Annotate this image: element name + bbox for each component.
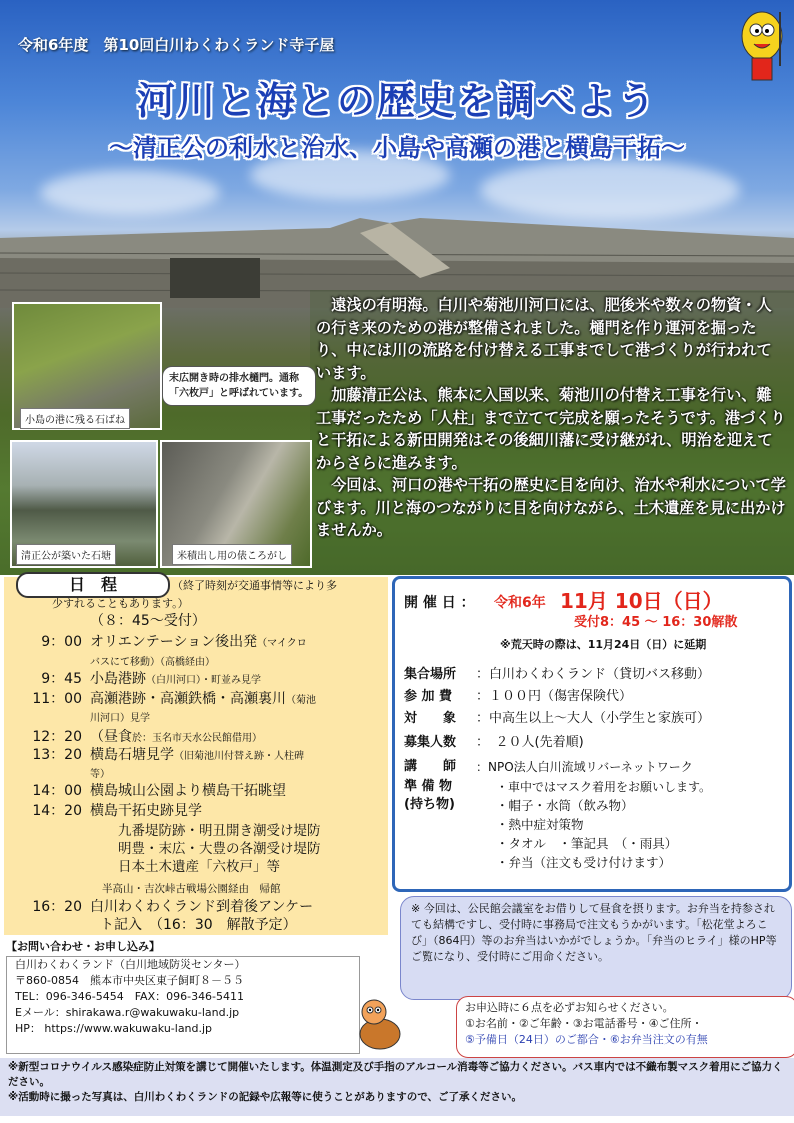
application-note <box>456 996 794 1058</box>
schedule-subline: ト記入 （16：30 解散予定） <box>100 917 297 933</box>
footer-notes <box>0 1058 794 1116</box>
item-line: ・弁当（注文も受け付けます） <box>496 855 672 870</box>
date-label: 開 催 日 ： <box>404 595 475 611</box>
intro-paragraph: 遠浅の有明海。白川や菊池川河口には、肥後米や数々の物資・人の行き来のための港が整備されました。樋門を作り運河を掘ったり、中には川の流路を付け替える工事までして港づくりが行われています。 <box>316 296 772 382</box>
reception-time: 受付8：45 ～ 16：30解散 <box>574 615 738 630</box>
lunch-note: ※ 今回は、公民館会議室をお借りして昼食を摂ります。お弁当を持参されても結構ですし、受付時に事務局で注文もうかがいます。「松花堂よろこび」（864円）等のお弁当はいかがでしょうか。「弁当のヒライ」様のHP等ご覧になり、受付時にご用命ください。 <box>400 896 792 1000</box>
place-label: 集合場所 <box>404 667 457 682</box>
cloud <box>480 160 740 220</box>
schedule-subline: 明豊・末広・大豊の各潮受け堤防 <box>118 841 321 857</box>
schedule-row: 等） <box>90 769 110 780</box>
footer-line: ※活動時に撮った写真は、白川わくわくランドの記録や広報等に使うことがありますので、ご了承ください。 <box>8 1091 522 1103</box>
place-value: ：白川わくわくランド（貸切バス移動） <box>476 667 711 682</box>
intro-paragraph: 今回は、河口の港や干拓の歴史に目を向け、治水や利水について学びます。川と海のつながりに目を向けながら、土木遺産を見に出かけませんか。 <box>316 476 786 539</box>
item-line: ・帽子・水筒（飲み物） <box>496 798 634 813</box>
contact-box <box>6 956 360 1054</box>
contact-name: 白川わくわくランド（白川地域防災センター） <box>15 958 246 971</box>
photo-caption-korogashi: 米積出し用の俵ころがし <box>172 544 292 565</box>
rain-note: ※荒天時の際は、11月24日（日）に延期 <box>500 638 707 651</box>
schedule-row: 14：00 横島城山公園より横島干拓眺望 <box>32 783 286 799</box>
schedule-row: バスにて移動）（高橋経由） <box>90 657 215 668</box>
schedule-heading: 日 程 <box>16 572 170 598</box>
schedule-row: 14：20 横島干拓史跡見学 <box>32 803 202 819</box>
schedule-return-line: 半高山・吉次峠古戦場公園経由 帰館 <box>102 883 281 895</box>
contact-email: Eメール：shirakawa.r@wakuwaku-land.jp <box>15 1006 240 1019</box>
date-era: 令和6年 <box>494 595 546 611</box>
apply-line: ⑤予備日（24日）のご都合・⑥お弁当注文の有無 <box>465 1033 708 1046</box>
contact-tel: TEL：096-346-5454 FAX：096-346-5411 <box>15 990 245 1003</box>
date-value: 11月 10日（日） <box>560 589 723 613</box>
schedule-row: 12：20 （昼食於：玉名市天水公民館借用） <box>32 729 262 745</box>
schedule-subline: 日本土木遺産「六枚戸」等 <box>118 859 280 875</box>
schedule-note: 少すれることもあります。） <box>52 597 189 610</box>
schedule-note: （終了時刻が交通事情等により多 <box>172 579 337 592</box>
schedule-subline: 九番堤防跡・明丑開き潮受け堤防 <box>118 823 321 839</box>
intro-text <box>316 294 786 542</box>
turtle-mascot-icon <box>350 994 410 1054</box>
series-label: 令和6年度 第10回白川わくわくランド寺子屋 <box>18 36 335 54</box>
schedule-row: 9：00 オリエンテーション後出発（マイクロ <box>41 634 307 650</box>
photo-caption-kojima: 小島の港に残る石ばね <box>20 408 130 429</box>
footer-line: ※新型コロナウイルス感染症防止対策を講じて開催いたします。体温測定及び手指のアルコール消毒等ご協力ください。バス車内では不織布製マスク着用にご協力ください。 <box>8 1061 783 1088</box>
schedule-row: 川河口）見学 <box>90 713 150 724</box>
lecturer-value: ：NPO法人白川流域リバーネットワーク <box>476 760 693 774</box>
items-label-sub: (持ち物) <box>404 797 455 812</box>
schedule-row: 11：00 高瀬港跡・高瀬鉄橋・高瀬裏川（菊池 <box>32 691 316 707</box>
mascot-icon <box>736 6 788 86</box>
item-line: ・車中ではマスク着用をお願いします。 <box>496 780 712 794</box>
lecturer-label: 講 師 <box>404 759 457 774</box>
apply-line: お申込時に６点を必ずお知らせください。 <box>465 1001 674 1014</box>
item-line: ・熱中症対策物 <box>496 817 584 832</box>
item-line: ・タオル ・筆記具 （・雨具） <box>496 836 678 851</box>
contact-address: 〒860-0854 熊本市中央区東子飼町８－５５ <box>15 974 244 987</box>
intro-paragraph: 加藤清正公は、熊本に入国以来、菊池川の付替え工事を行い、難工事だったため「人柱」まで立てて完成を願ったそうです。港づくりと干拓による新田開発はその後細川藩に受け継がれ、明治を迎えてからさらに進みます。 <box>316 386 786 472</box>
target-label: 対 象 <box>404 711 457 726</box>
contact-heading: 【お問い合わせ・お申し込み】 <box>6 940 160 953</box>
items-label: 準 備 物 <box>404 779 453 794</box>
schedule-row: （８：45～受付） <box>90 613 206 629</box>
photo-caption-kiyomasa: 清正公が築いた石塘 <box>16 544 116 565</box>
page-subtitle: ～清正公の利水と治水、小島や高瀬の港と横島干拓～ <box>109 134 685 162</box>
schedule-row: 9：45 小島港跡（白川河口）・町並み見学 <box>41 671 261 687</box>
capacity-label: 募集人数 <box>404 735 457 750</box>
fee-label: 参 加 費 <box>404 689 453 704</box>
schedule-row: 16：20 白川わくわくランド到着後アンケー <box>32 899 314 915</box>
photo-callout-rokumaido: 末広開き時の排水樋門。通称「六枚戸」と呼ばれています。 <box>162 366 316 406</box>
target-value: ：中高生以上～大人（小学生と家族可） <box>476 711 711 726</box>
contact-hp: HP： https://www.wakuwaku-land.jp <box>15 1022 213 1035</box>
fee-value: ：１００円（傷害保険代） <box>476 689 633 704</box>
page-title: 河川と海との歴史を調べよう <box>136 79 657 123</box>
capacity-value: ： ２０人(先着順) <box>476 735 584 750</box>
schedule-row: 13：20 横島石塘見学（旧菊池川付替え跡・人柱碑 <box>32 747 304 763</box>
apply-line: ①お名前・②ご年齢・③お電話番号・④ご住所・ <box>465 1017 703 1030</box>
cloud <box>40 170 220 215</box>
